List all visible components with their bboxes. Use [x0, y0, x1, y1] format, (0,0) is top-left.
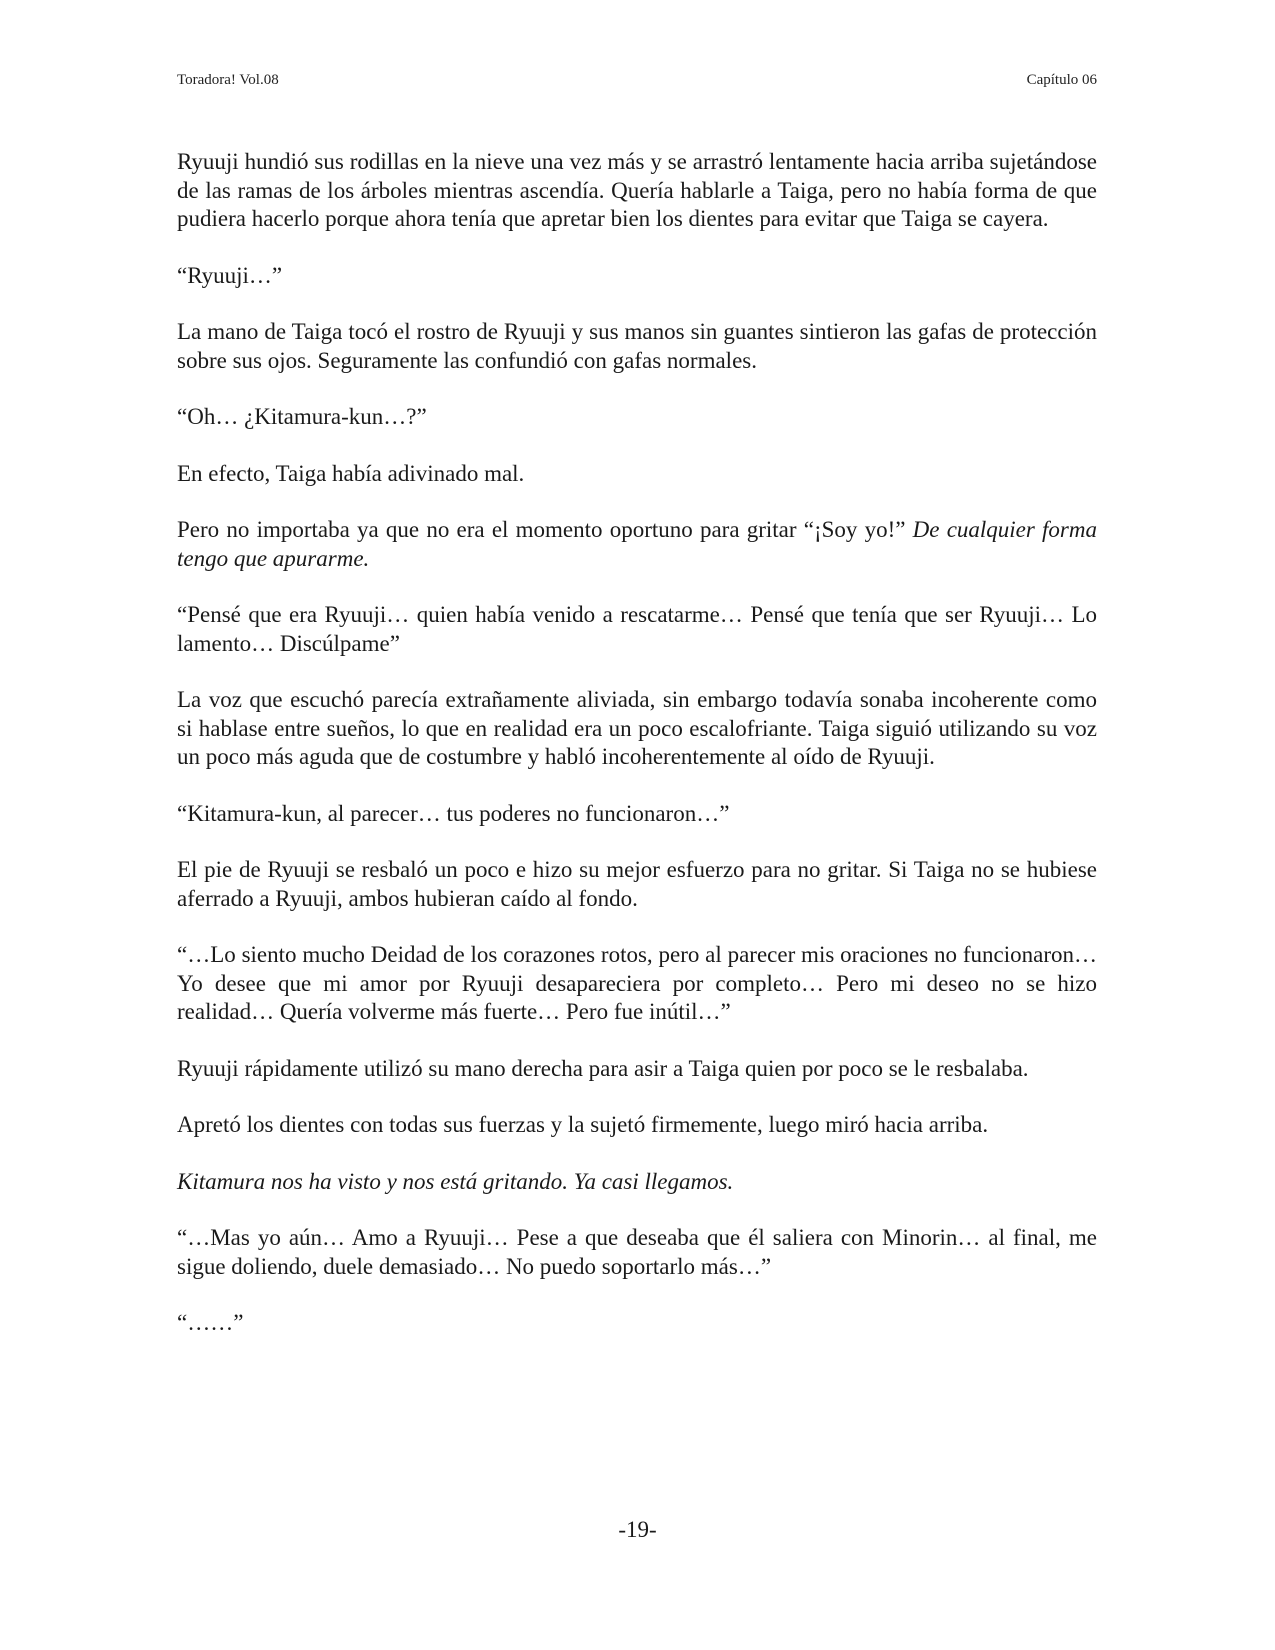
paragraph-italic-text: De cualquier forma tengo que apurarme: [177, 517, 1097, 571]
page-body: [177, 148, 1097, 1338]
paragraph: La voz que escuchó parecía extrañamente aliviada, sin embargo todavía sonaba incoherente como si hablase entre sueños, lo que en realidad era un poco escalofriante. Taiga siguió utilizando su voz un poco más aguda que de costumbre y habló incoherentemente al oído de Ryuuji.: [177, 687, 1097, 769]
paragraph: Ryuuji rápidamente utilizó su mano derecha para asir a Taiga quien por poco se le resbalaba.: [177, 1055, 1029, 1081]
paragraph: “Kitamura-kun, al parecer… tus poderes no funcionaron…”: [177, 800, 730, 826]
paragraph: Apretó los dientes con todas sus fuerzas y la sujetó firmemente, luego miró hacia arriba.: [177, 1112, 989, 1137]
paragraph: El pie de Ryuuji se resbaló un poco e hizo su mejor esfuerzo para no gritar. Si Taiga no se hubiese aferrado a Ryuuji, ambos hubieran caído al fondo.: [177, 857, 1097, 911]
paragraph: “…Lo siento mucho Deidad de los corazones rotos, pero al parecer mis oraciones no funcionaron… Yo desee que mi amor por Ryuuji desapareciera por completo… Pero mi deseo no se hizo realidad… Quería volverme más fuerte… Pero fue inútil…”: [177, 942, 1097, 1024]
paragraph: En efecto, Taiga había adivinado mal.: [177, 460, 525, 486]
page-header: [177, 72, 1097, 89]
paragraph: [177, 516, 1097, 573]
paragraph: “Oh… ¿Kitamura-kun…?”: [177, 404, 427, 429]
paragraph: “…Mas yo aún… Amo a Ryuuji… Pese a que deseaba que él saliera con Minorin… al final, me sigue doliendo, duele demasiado… No puedo soportarlo más…”: [177, 1225, 1097, 1279]
paragraph: La mano de Taiga tocó el rostro de Ryuuji y sus manos sin guantes sintieron las gafas de protección sobre sus ojos. Seguramente las confundió con gafas normales.: [177, 319, 1097, 373]
paragraph-end: .: [363, 545, 370, 571]
paragraph-italic: Kitamura nos ha visto y nos está gritando. Ya casi llegamos.: [177, 1168, 734, 1194]
paragraph: Ryuuji hundió sus rodillas en la nieve una vez más y se arrastró lentamente hacia arriba sujetándose de las ramas de los árboles mientras ascendía. Quería hablarle a Taiga, pero no había forma de que pudiera hacerlo porque ahora tenía que apretar bien los dientes para evitar que Taiga se cayera.: [177, 149, 1097, 231]
page-footer: [0, 1517, 1275, 1543]
header-book-title: Toradora! Vol.08: [177, 72, 279, 88]
paragraph: “Ryuuji…”: [177, 262, 283, 288]
header-chapter: Capítulo 06: [1026, 72, 1097, 88]
page-number: -19-: [618, 1517, 657, 1542]
paragraph-text: Pero no importaba ya que no era el momento oportuno para gritar “¡Soy yo!”: [177, 517, 913, 542]
paragraph: “Pensé que era Ryuuji… quien había venido a rescatarme… Pensé que tenía que ser Ryuuji… Lo lamento… Discúlpame”: [177, 602, 1097, 656]
paragraph: “……”: [177, 1310, 244, 1335]
